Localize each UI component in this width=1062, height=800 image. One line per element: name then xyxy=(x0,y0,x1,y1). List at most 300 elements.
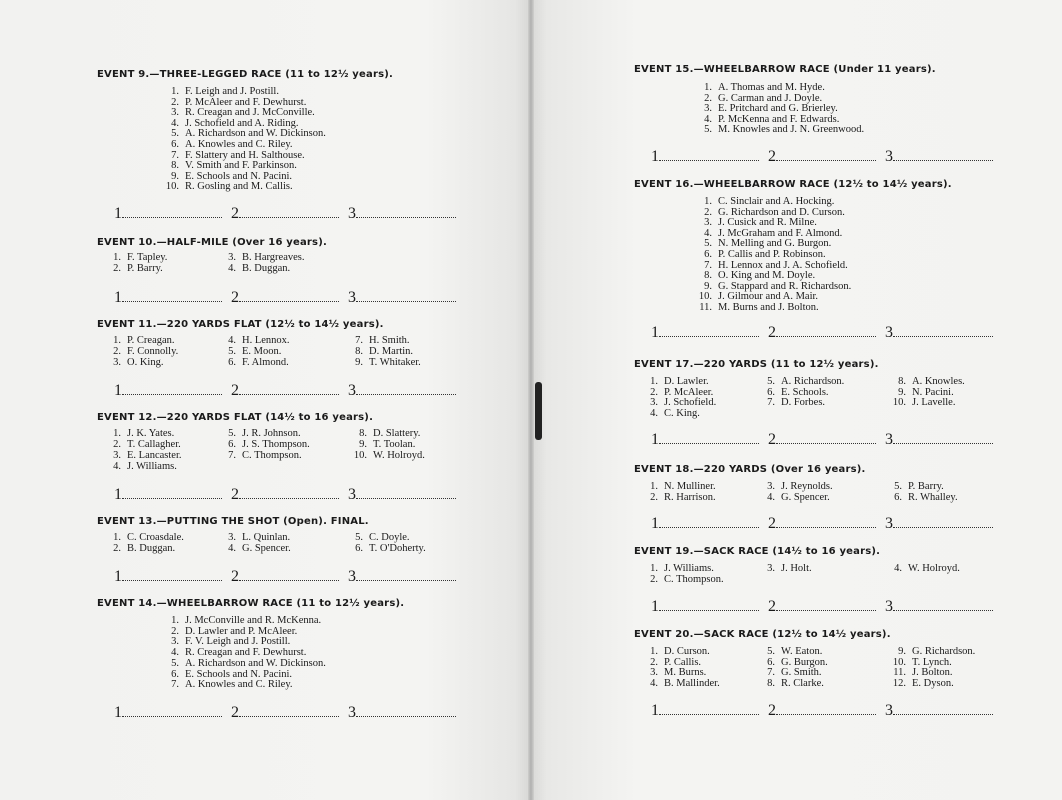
event-20-result-1-line[interactable] xyxy=(651,702,759,720)
entry-number: 12. xyxy=(892,678,906,690)
event-9-entry xyxy=(165,150,305,161)
entry-number: 10. xyxy=(698,291,712,303)
entry-number: 2. xyxy=(650,491,658,503)
competitor-name: N. Pacini. xyxy=(912,386,954,398)
competitor-name: R. Clarke. xyxy=(781,678,824,690)
entry-number: 3. xyxy=(704,103,712,115)
entry-number: 2. xyxy=(113,439,121,450)
event-16-entry xyxy=(698,228,842,239)
event-16-entry xyxy=(698,249,826,260)
entry-number: 1. xyxy=(704,196,712,207)
event-18-result-1-line[interactable] xyxy=(651,515,759,533)
event-10-result-1-line[interactable] xyxy=(114,289,222,307)
competitor-name: M. Knowles and J. N. Greenwood. xyxy=(718,124,865,136)
entry-number: 2. xyxy=(113,263,121,274)
event-11-title: EVENT 11.—220 YARDS FLAT (12½ to 14½ years). xyxy=(97,319,384,330)
event-16-entry xyxy=(698,291,818,302)
event-9-entry xyxy=(165,97,306,108)
event-9-result-1-line[interactable] xyxy=(114,205,222,223)
event-19-entry xyxy=(648,563,714,574)
competitor-name: G. Smith. xyxy=(781,667,822,679)
entry-number: 4. xyxy=(228,263,236,274)
dotted-answer-line xyxy=(659,518,759,528)
event-10-result-2-line[interactable] xyxy=(231,289,339,307)
event-13-entry xyxy=(353,532,410,543)
event-18-result-2-line[interactable] xyxy=(768,515,876,533)
event-12-result-2-line[interactable] xyxy=(231,486,339,504)
dotted-answer-line xyxy=(356,208,456,218)
competitor-name: C. Thompson. xyxy=(242,450,302,461)
dotted-answer-line xyxy=(356,707,456,717)
competitor-name: C. King. xyxy=(664,408,700,420)
competitor-name: P. Barry. xyxy=(908,481,944,492)
result-place-label: 2 xyxy=(231,486,239,503)
event-10-result-3-line[interactable] xyxy=(348,289,456,307)
entry-number: 4. xyxy=(171,117,179,129)
result-place-label: 3 xyxy=(348,568,356,585)
entry-number: 6. xyxy=(767,656,775,668)
event-12-entry xyxy=(111,450,182,461)
competitor-name: G. Carman and J. Doyle. xyxy=(718,92,823,104)
event-9-entry xyxy=(165,107,315,118)
event-14-entry xyxy=(165,626,297,637)
dotted-answer-line xyxy=(776,434,876,444)
event-9-entry xyxy=(165,160,297,171)
event-11-entry xyxy=(353,357,421,368)
entry-number: 10. xyxy=(892,656,906,668)
event-20-entry xyxy=(765,657,828,668)
event-11-entry xyxy=(111,335,175,346)
event-20-title: EVENT 20.—SACK RACE (12½ to 14½ years). xyxy=(634,629,891,640)
entry-number: 7. xyxy=(704,259,712,271)
entry-number: 6. xyxy=(171,139,179,150)
result-place-label: 2 xyxy=(768,598,776,615)
event-17-entry xyxy=(765,387,829,398)
dotted-answer-line xyxy=(239,707,339,717)
event-15-result-1-line[interactable] xyxy=(651,148,759,166)
competitor-name: C. Doyle. xyxy=(369,532,410,543)
entry-number: 8. xyxy=(767,678,775,690)
event-20-result-3-line[interactable] xyxy=(885,702,993,720)
event-20-entry xyxy=(765,646,822,657)
event-16-entry xyxy=(698,260,848,271)
event-13-entry xyxy=(111,543,175,554)
entry-number: 6. xyxy=(355,543,363,554)
result-place-label: 3 xyxy=(885,598,893,615)
event-9-title: EVENT 9.—THREE-LEGGED RACE (11 to 12½ years). xyxy=(97,69,394,80)
event-19-result-3-line[interactable] xyxy=(885,598,993,616)
event-17-entry xyxy=(892,397,955,408)
competitor-name: A. Thomas and M. Hyde. xyxy=(718,82,825,93)
event-17-entry xyxy=(648,376,709,387)
dotted-answer-line xyxy=(239,385,339,395)
dotted-answer-line xyxy=(356,489,456,499)
event-18-entry xyxy=(892,481,944,492)
event-17-entry xyxy=(648,408,700,419)
event-10-entry xyxy=(226,263,290,274)
event-18-result-3-line[interactable] xyxy=(885,515,993,533)
competitor-name: P. Creagan. xyxy=(127,335,175,346)
event-12-entry xyxy=(353,450,425,461)
competitor-name: J. Schofield. xyxy=(664,397,717,409)
event-14-result-3-line[interactable] xyxy=(348,704,456,722)
result-place-label: 2 xyxy=(768,148,776,165)
entry-number: 10. xyxy=(892,397,906,409)
event-10-entry xyxy=(111,252,167,263)
competitor-name: D. Curson. xyxy=(664,646,710,657)
entry-number: 2. xyxy=(650,656,658,668)
event-12-entry xyxy=(111,439,181,450)
entry-number: 1. xyxy=(113,428,121,439)
result-place-label: 1 xyxy=(114,568,122,585)
dotted-answer-line xyxy=(356,571,456,581)
competitor-name: N. Melling and G. Burgon. xyxy=(718,238,832,250)
event-9-result-3-line[interactable] xyxy=(348,205,456,223)
dotted-answer-line xyxy=(122,208,222,218)
spine-fold xyxy=(528,0,534,800)
event-11-result-1-line[interactable] xyxy=(114,382,222,400)
event-19-result-2-line[interactable] xyxy=(768,598,876,616)
result-place-label: 2 xyxy=(231,289,239,306)
entry-number: 4. xyxy=(767,491,775,503)
competitor-name: G. Richardson. xyxy=(912,646,976,657)
dotted-answer-line xyxy=(659,434,759,444)
event-15-result-2-line[interactable] xyxy=(768,148,876,166)
competitor-name: E. Lancaster. xyxy=(127,450,182,461)
entry-number: 5. xyxy=(767,646,775,657)
event-12-entry xyxy=(111,461,177,472)
competitor-name: A. Knowles. xyxy=(912,376,965,387)
competitor-name: P. McAleer and F. Dewhurst. xyxy=(185,96,307,108)
competitor-name: T. Whitaker. xyxy=(369,357,421,368)
dotted-answer-line xyxy=(356,292,456,302)
event-15-title: EVENT 15.—WHEELBARROW RACE (Under 11 years). xyxy=(634,64,936,75)
entry-number: 8. xyxy=(704,270,712,282)
event-20-entry xyxy=(892,667,953,678)
event-19-entry xyxy=(648,574,724,585)
competitor-name: R. Whalley. xyxy=(908,491,958,503)
entry-number: 1. xyxy=(650,646,658,657)
entry-number: 5. xyxy=(894,481,902,492)
dotted-answer-line xyxy=(239,208,339,218)
result-place-label: 1 xyxy=(651,598,659,615)
event-14-title: EVENT 14.—WHEELBARROW RACE (11 to 12½ years). xyxy=(97,598,405,609)
event-20-entry xyxy=(648,657,701,668)
event-20-entry xyxy=(648,667,706,678)
event-15-entry xyxy=(698,82,825,93)
event-16-entry xyxy=(698,207,845,218)
competitor-name: P. Callis and P. Robinson. xyxy=(718,249,826,260)
dotted-answer-line xyxy=(122,571,222,581)
event-18-entry xyxy=(648,492,716,503)
entry-number: 3. xyxy=(767,481,775,492)
event-15-result-3-line[interactable] xyxy=(885,148,993,166)
event-11-entry xyxy=(353,335,410,346)
competitor-name: F. Leigh and J. Postill. xyxy=(185,86,279,97)
entry-number: 9. xyxy=(898,386,906,398)
dotted-answer-line xyxy=(239,489,339,499)
dotted-answer-line xyxy=(893,327,993,337)
competitor-name: T. O'Doherty. xyxy=(369,543,426,554)
competitor-name: P. Barry. xyxy=(127,263,163,274)
entry-number: 4. xyxy=(228,335,236,346)
competitor-name: C. Sinclair and A. Hocking. xyxy=(718,196,835,207)
competitor-name: F. Slattery and H. Salthouse. xyxy=(185,149,305,161)
event-14-entry xyxy=(165,669,292,680)
entry-number: 11. xyxy=(699,302,712,313)
result-place-label: 2 xyxy=(768,702,776,719)
event-9-entry xyxy=(165,171,292,182)
competitor-name: F. Connolly. xyxy=(127,346,179,357)
competitor-name: E. Moon. xyxy=(242,346,282,357)
entry-number: 5. xyxy=(704,124,712,136)
entry-number: 2. xyxy=(650,386,658,398)
event-12-entry xyxy=(353,439,415,450)
event-9-result-2-line[interactable] xyxy=(231,205,339,223)
event-11-entry xyxy=(226,335,290,346)
competitor-name: E. Schools and N. Pacini. xyxy=(185,668,293,680)
event-9-entry xyxy=(165,128,326,139)
result-place-label: 2 xyxy=(231,568,239,585)
competitor-name: F. V. Leigh and J. Postill. xyxy=(185,636,291,648)
event-19-title: EVENT 19.—SACK RACE (14½ to 16 years). xyxy=(634,546,881,557)
entry-number: 4. xyxy=(171,647,179,659)
competitor-name: W. Holroyd. xyxy=(908,563,960,574)
dotted-answer-line xyxy=(893,518,993,528)
competitor-name: C. Thompson. xyxy=(664,574,724,585)
event-17-entry xyxy=(648,397,716,408)
event-14-entry xyxy=(165,679,293,690)
event-12-entry xyxy=(226,450,302,461)
entry-number: 4. xyxy=(894,563,902,574)
event-11-result-3-line[interactable] xyxy=(348,382,456,400)
dotted-answer-line xyxy=(122,707,222,717)
competitor-name: R. Gosling and M. Callis. xyxy=(185,181,293,193)
event-14-entry xyxy=(165,636,290,647)
result-place-label: 2 xyxy=(768,431,776,448)
event-17-entry xyxy=(892,376,965,387)
staple xyxy=(535,382,542,440)
dotted-answer-line xyxy=(893,705,993,715)
competitor-name: B. Mallinder. xyxy=(664,678,720,690)
entry-number: 6. xyxy=(704,249,712,260)
event-12-entry xyxy=(111,428,174,439)
event-10-entry xyxy=(111,263,163,274)
result-place-label: 1 xyxy=(114,704,122,721)
competitor-name: R. Creagan and J. McConville. xyxy=(185,107,315,119)
event-16-entry xyxy=(698,270,815,281)
result-place-label: 3 xyxy=(348,205,356,222)
event-11-entry xyxy=(353,346,413,357)
event-16-entry xyxy=(698,196,834,207)
entry-number: 5. xyxy=(228,346,236,357)
competitor-name: D. Slattery. xyxy=(373,428,421,439)
result-place-label: 3 xyxy=(348,486,356,503)
event-15-entry xyxy=(698,124,864,135)
dotted-answer-line xyxy=(122,385,222,395)
event-17-entry xyxy=(648,387,713,398)
event-16-entry xyxy=(698,302,819,313)
competitor-name: B. Hargreaves. xyxy=(242,252,305,263)
event-12-result-3-line[interactable] xyxy=(348,486,456,504)
competitor-name: J. McConville and R. McKenna. xyxy=(185,615,322,626)
entry-number: 5. xyxy=(171,128,179,140)
entry-number: 3. xyxy=(650,397,658,409)
event-13-result-3-line[interactable] xyxy=(348,568,456,586)
entry-number: 10. xyxy=(165,181,179,193)
event-16-result-2-line[interactable] xyxy=(768,324,876,342)
competitor-name: F. Almond. xyxy=(242,357,289,368)
competitor-name: O. King. xyxy=(127,357,164,368)
competitor-name: J. R. Johnson. xyxy=(242,428,301,439)
competitor-name: P. McKenna and F. Edwards. xyxy=(718,113,840,125)
competitor-name: P. McAleer. xyxy=(664,386,714,398)
dotted-answer-line xyxy=(776,518,876,528)
entry-number: 6. xyxy=(228,439,236,450)
event-20-entry xyxy=(892,678,954,689)
result-place-label: 2 xyxy=(768,324,776,341)
entry-number: 6. xyxy=(228,357,236,368)
competitor-name: F. Tapley. xyxy=(127,252,168,263)
entry-number: 2. xyxy=(113,346,121,357)
entry-number: 1. xyxy=(171,615,179,626)
entry-number: 6. xyxy=(767,386,775,398)
competitor-name: A. Richardson and W. Dickinson. xyxy=(185,657,326,669)
dotted-answer-line xyxy=(893,434,993,444)
competitor-name: P. Callis. xyxy=(664,656,702,668)
event-18-entry xyxy=(765,481,833,492)
competitor-name: R. Harrison. xyxy=(664,491,716,503)
entry-number: 6. xyxy=(894,491,902,503)
event-12-entry xyxy=(226,428,301,439)
event-13-entry xyxy=(353,543,426,554)
competitor-name: G. Burgon. xyxy=(781,656,828,668)
event-17-result-3-line[interactable] xyxy=(885,431,993,449)
result-place-label: 2 xyxy=(231,704,239,721)
entry-number: 4. xyxy=(704,113,712,125)
entry-number: 8. xyxy=(898,376,906,387)
result-place-label: 1 xyxy=(114,486,122,503)
dotted-answer-line xyxy=(893,151,993,161)
entry-number: 9. xyxy=(355,357,363,368)
event-20-result-2-line[interactable] xyxy=(768,702,876,720)
competitor-name: C. Croasdale. xyxy=(127,532,184,543)
competitor-name: D. Martin. xyxy=(369,346,414,357)
event-16-title: EVENT 16.—WHEELBARROW RACE (12½ to 14½ years). xyxy=(634,179,952,190)
event-14-result-2-line[interactable] xyxy=(231,704,339,722)
event-14-result-1-line[interactable] xyxy=(114,704,222,722)
entry-number: 1. xyxy=(113,532,121,543)
dotted-answer-line xyxy=(239,292,339,302)
result-place-label: 1 xyxy=(114,382,122,399)
competitor-name: V. Smith and F. Parkinson. xyxy=(185,160,297,172)
result-place-label: 1 xyxy=(651,148,659,165)
event-14-entry xyxy=(165,615,321,626)
competitor-name: M. Burns. xyxy=(664,667,707,679)
event-11-result-2-line[interactable] xyxy=(231,382,339,400)
event-10-title: EVENT 10.—HALF-MILE (Over 16 years). xyxy=(97,237,327,248)
entry-number: 7. xyxy=(767,667,775,679)
event-16-result-3-line[interactable] xyxy=(885,324,993,342)
entry-number: 2. xyxy=(650,574,658,585)
event-11-entry xyxy=(111,357,163,368)
event-13-entry xyxy=(226,532,290,543)
entry-number: 2. xyxy=(704,206,712,218)
event-20-entry xyxy=(648,646,710,657)
result-place-label: 2 xyxy=(231,205,239,222)
result-place-label: 3 xyxy=(348,704,356,721)
entry-number: 9. xyxy=(359,439,367,450)
event-17-result-1-line[interactable] xyxy=(651,431,759,449)
entry-number: 1. xyxy=(704,82,712,93)
competitor-name: M. Burns and J. Bolton. xyxy=(718,302,819,313)
competitor-name: J. Schofield and A. Riding. xyxy=(185,117,299,129)
event-20-entry xyxy=(648,678,720,689)
dotted-answer-line xyxy=(659,705,759,715)
competitor-name: G. Richardson and D. Curson. xyxy=(718,206,845,218)
competitor-name: W. Eaton. xyxy=(781,646,823,657)
entry-number: 1. xyxy=(113,335,121,346)
competitor-name: H. Lennox. xyxy=(242,335,290,346)
competitor-name: B. Duggan. xyxy=(127,543,176,554)
competitor-name: A. Knowles and C. Riley. xyxy=(185,139,293,150)
entry-number: 1. xyxy=(113,252,121,263)
dotted-answer-line xyxy=(893,601,993,611)
event-15-entry xyxy=(698,103,838,114)
event-12-title: EVENT 12.—220 YARDS FLAT (14½ to 16 years). xyxy=(97,412,374,423)
competitor-name: J. Williams. xyxy=(127,461,177,472)
competitor-name: D. Forbes. xyxy=(781,397,826,409)
event-12-result-1-line[interactable] xyxy=(114,486,222,504)
competitor-name: T. Callagher. xyxy=(127,439,181,450)
entry-number: 2. xyxy=(171,625,179,637)
competitor-name: T. Toolan. xyxy=(373,439,416,450)
dotted-answer-line xyxy=(356,385,456,395)
competitor-name: D. Lawler and P. McAleer. xyxy=(185,625,298,637)
event-13-result-1-line[interactable] xyxy=(114,568,222,586)
event-16-entry xyxy=(698,238,831,249)
event-16-entry xyxy=(698,281,851,292)
event-13-result-2-line[interactable] xyxy=(231,568,339,586)
result-place-label: 1 xyxy=(651,324,659,341)
result-place-label: 1 xyxy=(651,515,659,532)
entry-number: 3. xyxy=(650,667,658,679)
entry-number: 3. xyxy=(228,252,236,263)
dotted-answer-line xyxy=(776,601,876,611)
entry-number: 9. xyxy=(898,646,906,657)
competitor-name: J. Reynolds. xyxy=(781,481,833,492)
result-place-label: 2 xyxy=(231,382,239,399)
entry-number: 3. xyxy=(704,217,712,229)
event-19-result-1-line[interactable] xyxy=(651,598,759,616)
event-16-result-1-line[interactable] xyxy=(651,324,759,342)
event-17-result-2-line[interactable] xyxy=(768,431,876,449)
entry-number: 11. xyxy=(893,667,906,679)
entry-number: 4. xyxy=(228,543,236,554)
entry-number: 4. xyxy=(650,678,658,690)
competitor-name: T. Lynch. xyxy=(912,656,952,668)
event-14-entry xyxy=(165,647,306,658)
event-12-entry xyxy=(226,439,310,450)
dotted-answer-line xyxy=(659,327,759,337)
entry-number: 9. xyxy=(171,170,179,182)
event-9-entry xyxy=(165,118,298,129)
dotted-answer-line xyxy=(122,489,222,499)
entry-number: 3. xyxy=(228,532,236,543)
event-11-entry xyxy=(226,357,289,368)
event-20-entry xyxy=(765,667,822,678)
entry-number: 5. xyxy=(355,532,363,543)
